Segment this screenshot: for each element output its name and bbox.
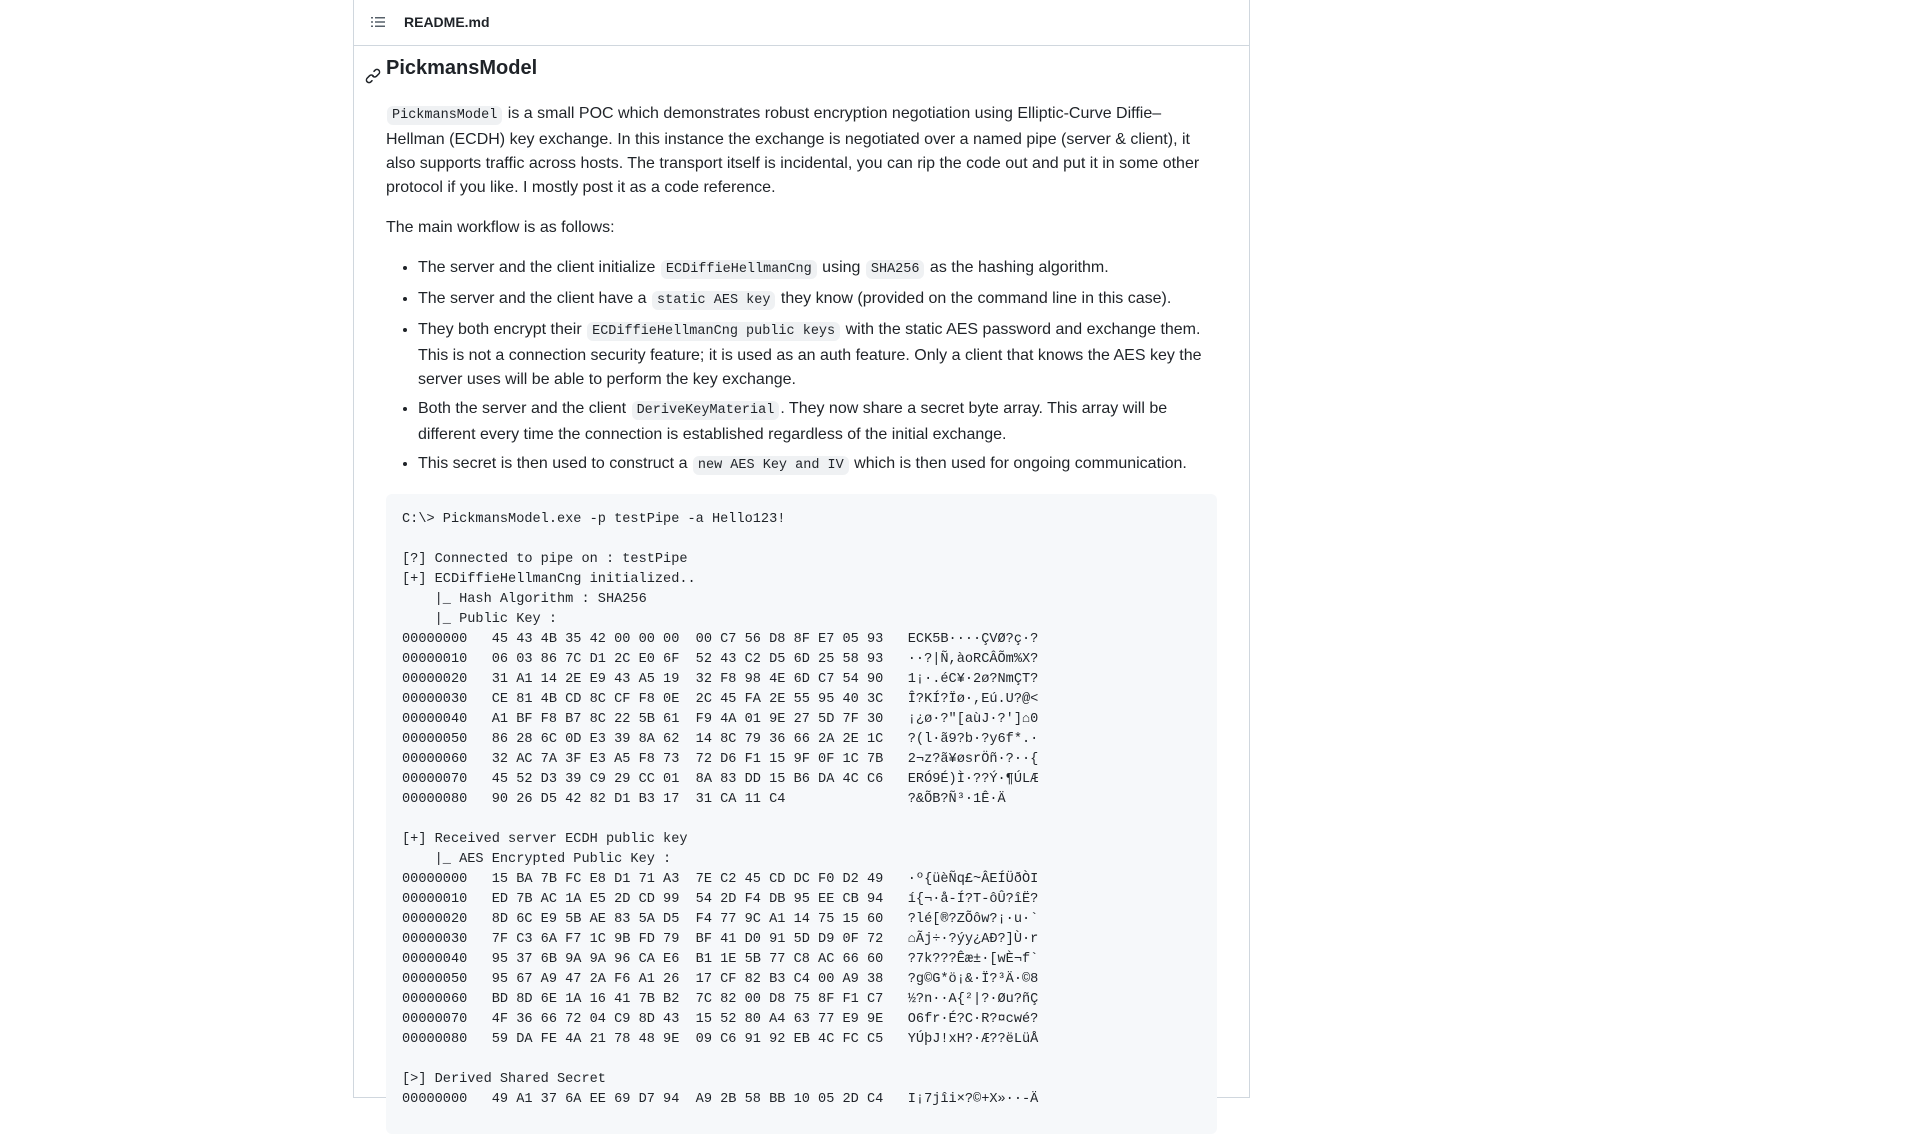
console-line: |_ Public Key : (402, 612, 557, 627)
console-line: 00000080 59 DA FE 4A 21 78 48 9E 09 C6 91 92 EB 4C FC C5 YÚþJ!xH?·Æ??ëLüÅ (402, 1032, 1039, 1047)
console-line: 00000000 15 BA 7B FC E8 D1 71 A3 7E C2 45 CD DC F0 D2 49 ·º{üèÑq£~ÂEÍÜðÒI (402, 872, 1039, 887)
list-item (418, 256, 1217, 282)
console-line: |_ Hash Algorithm : SHA256 (402, 592, 647, 607)
console-line: 00000020 8D 6C E9 5B AE 83 5A D5 F4 77 9C A1 14 75 15 60 ?lé[®?ZÕôw?¡·u·` (402, 912, 1039, 927)
workflow-intro: The main workflow is as follows: (386, 219, 615, 236)
list-unordered-icon[interactable] (370, 14, 386, 30)
step-text: Both the server and the client (418, 400, 631, 417)
console-line: 00000010 06 03 86 7C D1 2C E0 6F 52 43 C2 D5 6D 25 58 93 ··?|Ñ,àoRCÂÕm%X? (402, 652, 1039, 667)
console-line: |_ AES Encrypted Public Key : (402, 852, 672, 867)
readme-panel (353, 0, 1250, 1107)
console-line: 00000030 CE 81 4B CD 8C CF F8 0E 2C 45 FA 2E 55 95 40 3C Î?KÍ?Ïø·,Eú.U?@< (402, 692, 1039, 707)
page-title: PickmansModel (386, 57, 538, 79)
inline-code: new AES Key and IV (693, 456, 849, 475)
step-text: they know (provided on the command line in this case). (776, 290, 1172, 307)
console-line: 00000040 A1 BF F8 B7 8C 22 5B 61 F9 4A 01 9E 27 5D 7F 30 ¡¿ø·?"[aùJ·?']⌂0 (402, 712, 1039, 727)
step-text: as the hashing algorithm. (925, 259, 1109, 276)
workflow-list (386, 256, 1217, 478)
step-text: using (817, 259, 865, 276)
inline-code: ECDiffieHellmanCng public keys (587, 322, 840, 341)
step-text: The server and the client initialize (418, 259, 660, 276)
console-line: 00000060 BD 8D 6E 1A 16 41 7B B2 7C 82 00 D8 75 8F F1 C7 ½?n··A{²|?·Øu?ñÇ (402, 992, 1039, 1007)
console-line: [+] ECDiffieHellmanCng initialized.. (402, 572, 696, 587)
console-line: C:\> PickmansModel.exe -p testPipe -a Hello123! (402, 512, 786, 527)
link-icon[interactable] (365, 58, 381, 74)
console-line: 00000040 95 37 6B 9A 9A 96 CA E6 B1 1E 5B 77 C8 AC 66 60 ?7k???Êæ±·[wÈ¬f` (402, 952, 1039, 967)
readme-header (354, 0, 1249, 46)
console-line: 00000050 86 28 6C 0D E3 39 8A 62 14 8C 79 36 66 2A 2E 1C ?(l·ã9?b·?y6f*.· (402, 732, 1039, 747)
heading-row (386, 46, 1217, 88)
inline-code: PickmansModel (387, 106, 502, 125)
readme-article (354, 46, 1249, 1134)
step-text: . They now share a secret byte array. This array will be different every time the connection is established regardless of the initial exchange. (418, 400, 1168, 443)
console-line: 00000060 32 AC 7A 3F E3 A5 F8 73 72 D6 F1 15 9F 0F 1C 7B 2¬z?ã¥øsrÖñ·?··{ (402, 752, 1039, 767)
inline-code: DeriveKeyMaterial (632, 401, 780, 420)
console-line: 00000070 4F 36 66 72 04 C9 8D 43 15 52 80 A4 63 77 E9 9E O6fr·É?C·R?¤cwé? (402, 1012, 1039, 1027)
list-item (418, 287, 1217, 313)
console-line: 00000020 31 A1 14 2E E9 43 A5 19 32 F8 98 4E 6D C7 54 90 1¡·.éC¥·2ø?NmÇT? (402, 672, 1039, 687)
console-line: 00000000 49 A1 37 6A EE 69 D7 94 A9 2B 58 BB 10 05 2D C4 I¡7jîi×?©+X»··-Ä (402, 1092, 1039, 1107)
inline-code: ECDiffieHellmanCng (661, 260, 817, 279)
console-line: 00000010 ED 7B AC 1A E5 2D CD 99 54 2D F4 DB 95 EE CB 94 í{¬·å-Í?T-ôÛ?îË? (402, 892, 1039, 907)
intro-paragraph (386, 102, 1217, 200)
inline-code: static AES key (652, 291, 775, 310)
step-text: The server and the client have a (418, 290, 652, 307)
step-text: which is then used for ongoing communication. (849, 455, 1187, 472)
list-item (418, 452, 1217, 478)
step-text: They both encrypt their (418, 321, 587, 338)
console-line: [?] Connected to pipe on : testPipe (402, 552, 688, 567)
step-text: with the static AES password and exchange them. This is not a connection security feature; it is used as an auth feature. Only a client that knows the AES key the server uses will be able to perform the key exchange. (418, 321, 1202, 388)
step-text: This secret is then used to construct a (418, 455, 692, 472)
intro-text: is a small POC which demonstrates robust encryption negotiation using Elliptic-Curve Diffie–Hellman (ECDH) key exchange. In this instance the exchange is negotiated over a named pipe (server & client), it also supports traffic across hosts. The transport itself is incidental, you can rip the code out and put it in some other protocol if you like. I mostly post it as a code reference. (386, 105, 1200, 196)
console-line: 00000000 45 43 4B 35 42 00 00 00 00 C7 56 D8 8F E7 05 93 ECK5B····ÇVØ?ç·? (402, 632, 1039, 647)
console-line: 00000080 90 26 D5 42 82 D1 B3 17 31 CA 11 C4 ?&ÕB?Ñ³·1Ê·Ä (402, 792, 1006, 807)
console-line: 00000070 45 52 D3 39 C9 29 CC 01 8A 83 DD 15 B6 DA 4C C6 ERÓ9É)Ì·??Ý·¶ÚLÆ (402, 772, 1039, 787)
console-line: 00000050 95 67 A9 47 2A F6 A1 26 17 CF 82 B3 C4 00 A9 38 ?g©G*ö¡&·Ï?³Ä·©8 (402, 972, 1039, 987)
inline-code: SHA256 (866, 260, 925, 279)
readme-filename[interactable]: README.md (404, 13, 490, 30)
list-item (418, 397, 1217, 447)
console-line: [+] Received server ECDH public key (402, 832, 688, 847)
list-item (418, 318, 1217, 392)
console-line: 00000030 7F C3 6A F7 1C 9B FD 79 BF 41 D0 91 5D D9 0F 72 ⌂Ãj÷·?ýy¿AÐ?]Ù·r (402, 932, 1039, 947)
console-line: [>] Derived Shared Secret (402, 1072, 606, 1087)
code-block[interactable] (386, 494, 1217, 1134)
